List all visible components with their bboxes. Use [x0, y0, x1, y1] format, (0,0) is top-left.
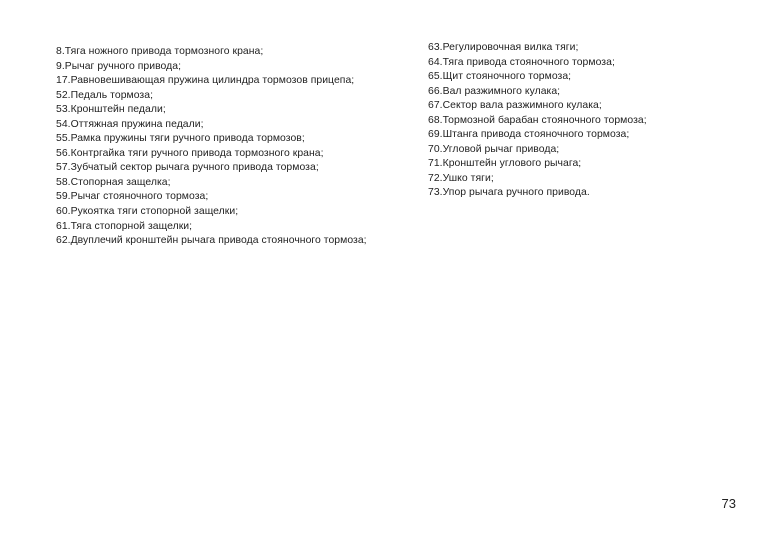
list-item: 67.Сектор вала разжимного кулака; — [428, 100, 602, 112]
list-item: 72.Ушко тяги; — [428, 172, 494, 184]
parts-list-left — [56, 45, 416, 249]
list-item: 57.Зубчатый сектор рычага ручного привода тормоза; — [56, 162, 319, 174]
list-item: 9.Рычаг ручного привода; — [56, 60, 182, 72]
list-item: 65.Щит стояночного тормоза; — [428, 71, 572, 83]
list-item: 73.Упор рычага ручного привода. — [428, 187, 590, 199]
list-item: 56.Контргайка тяги ручного привода тормозного крана; — [56, 147, 324, 159]
list-item: 68.Тормозной барабан стояночного тормоза; — [428, 114, 647, 126]
list-item: 58.Стопорная защелка; — [56, 176, 171, 188]
list-item: 55.Рамка пружины тяги ручного привода тормозов; — [56, 133, 305, 145]
list-item: 62.Двуплечий кронштейн рычага привода стояночного тормоза; — [56, 235, 367, 247]
list-item: 64.Тяга привода стояночного тормоза; — [428, 56, 615, 68]
list-item: 17.Равновешивающая пружина цилиндра тормозов прицепа; — [56, 75, 355, 87]
list-item: 69.Штанга привода стояночного тормоза; — [428, 129, 630, 141]
list-item: 70.Угловой рычаг привода; — [428, 143, 560, 155]
list-item: 61.Тяга стопорной защелки; — [56, 220, 193, 232]
list-item: 63.Регулировочная вилка тяги; — [428, 42, 579, 53]
list-item: 71.Кронштейн углового рычага; — [428, 158, 582, 170]
list-item: 59.Рычаг стояночного тормоза; — [56, 191, 209, 203]
page-number: 73 — [721, 496, 736, 511]
list-item: 54.Оттяжная пружина педали; — [56, 118, 204, 130]
list-item: 53.Кронштейн педали; — [56, 104, 166, 116]
parts-list-right — [428, 41, 768, 201]
list-item: 52.Педаль тормоза; — [56, 89, 154, 101]
list-item: 8.Тяга ножного привода тормозного крана; — [56, 46, 264, 57]
list-item: 60.Рукоятка тяги стопорной защелки; — [56, 206, 239, 218]
list-item: 66.Вал разжимного кулака; — [428, 85, 561, 97]
